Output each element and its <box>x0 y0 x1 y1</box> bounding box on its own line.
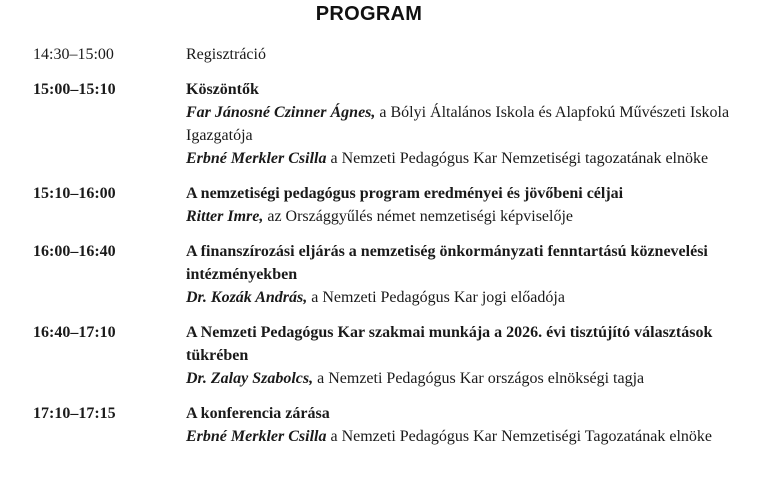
session-time: 17:10–17:15 <box>33 405 116 422</box>
session-title: A finanszírozási eljárás a nemzetiség önkormányzati fenntartású köznevelési intézményekben <box>186 243 708 283</box>
speaker-line: Dr. Kozák András, a Nemzeti Pedagógus Kar jogi előadója <box>186 289 565 306</box>
speaker-line: Erbné Merkler Csilla a Nemzeti Pedagógus Kar Nemzetiségi Tagozatának elnöke <box>186 428 713 445</box>
session-time: 15:00–15:10 <box>33 81 116 98</box>
speaker-name: Dr. Zalay Szabolcs, <box>186 370 314 387</box>
session-row <box>33 43 748 66</box>
speaker-line: Erbné Merkler Csilla a Nemzeti Pedagógus Kar Nemzetiségi tagozatának elnöke <box>186 150 709 167</box>
session-title: A konferencia zárása <box>186 405 330 422</box>
session-description <box>186 43 748 66</box>
schedule <box>33 43 748 448</box>
session-title: Regisztráció <box>186 46 266 63</box>
session-title: A Nemzeti Pedagógus Kar szakmai munkája a 2026. évi tisztújító választások tükrében <box>186 324 713 364</box>
speaker-name: Far Jánosné Czinner Ágnes, <box>186 104 376 121</box>
session-description <box>186 321 748 390</box>
session-row <box>33 78 748 170</box>
session-description <box>186 402 748 448</box>
page-title: PROGRAM <box>315 3 423 25</box>
speaker-name: Erbné Merkler Csilla <box>186 150 327 167</box>
session-title: Köszöntők <box>186 81 259 98</box>
speaker-name: Erbné Merkler Csilla <box>186 428 327 445</box>
session-description <box>186 240 748 309</box>
session-row <box>33 182 748 228</box>
speaker-line: Dr. Zalay Szabolcs, a Nemzeti Pedagógus Kar országos elnökségi tagja <box>186 370 645 387</box>
speaker-name: Dr. Kozák András, <box>186 289 308 306</box>
session-row <box>33 402 748 448</box>
session-row <box>33 321 748 390</box>
session-time: 16:00–16:40 <box>33 243 116 260</box>
session-time: 15:10–16:00 <box>33 185 116 202</box>
speaker-line: Far Jánosné Czinner Ágnes, a Bólyi Általános Iskola és Alapfokú Művészeti Iskola Igazgatója <box>186 104 730 144</box>
session-description <box>186 78 748 170</box>
session-time: 14:30–15:00 <box>33 46 114 63</box>
session-time: 16:40–17:10 <box>33 324 116 341</box>
speaker-line: Ritter Imre, az Országgyűlés német nemzetiségi képviselője <box>186 208 574 225</box>
speaker-name: Ritter Imre, <box>186 208 264 225</box>
session-description <box>186 182 748 228</box>
session-title: A nemzetiségi pedagógus program eredményei és jövőbeni céljai <box>186 185 624 202</box>
session-row <box>33 240 748 309</box>
